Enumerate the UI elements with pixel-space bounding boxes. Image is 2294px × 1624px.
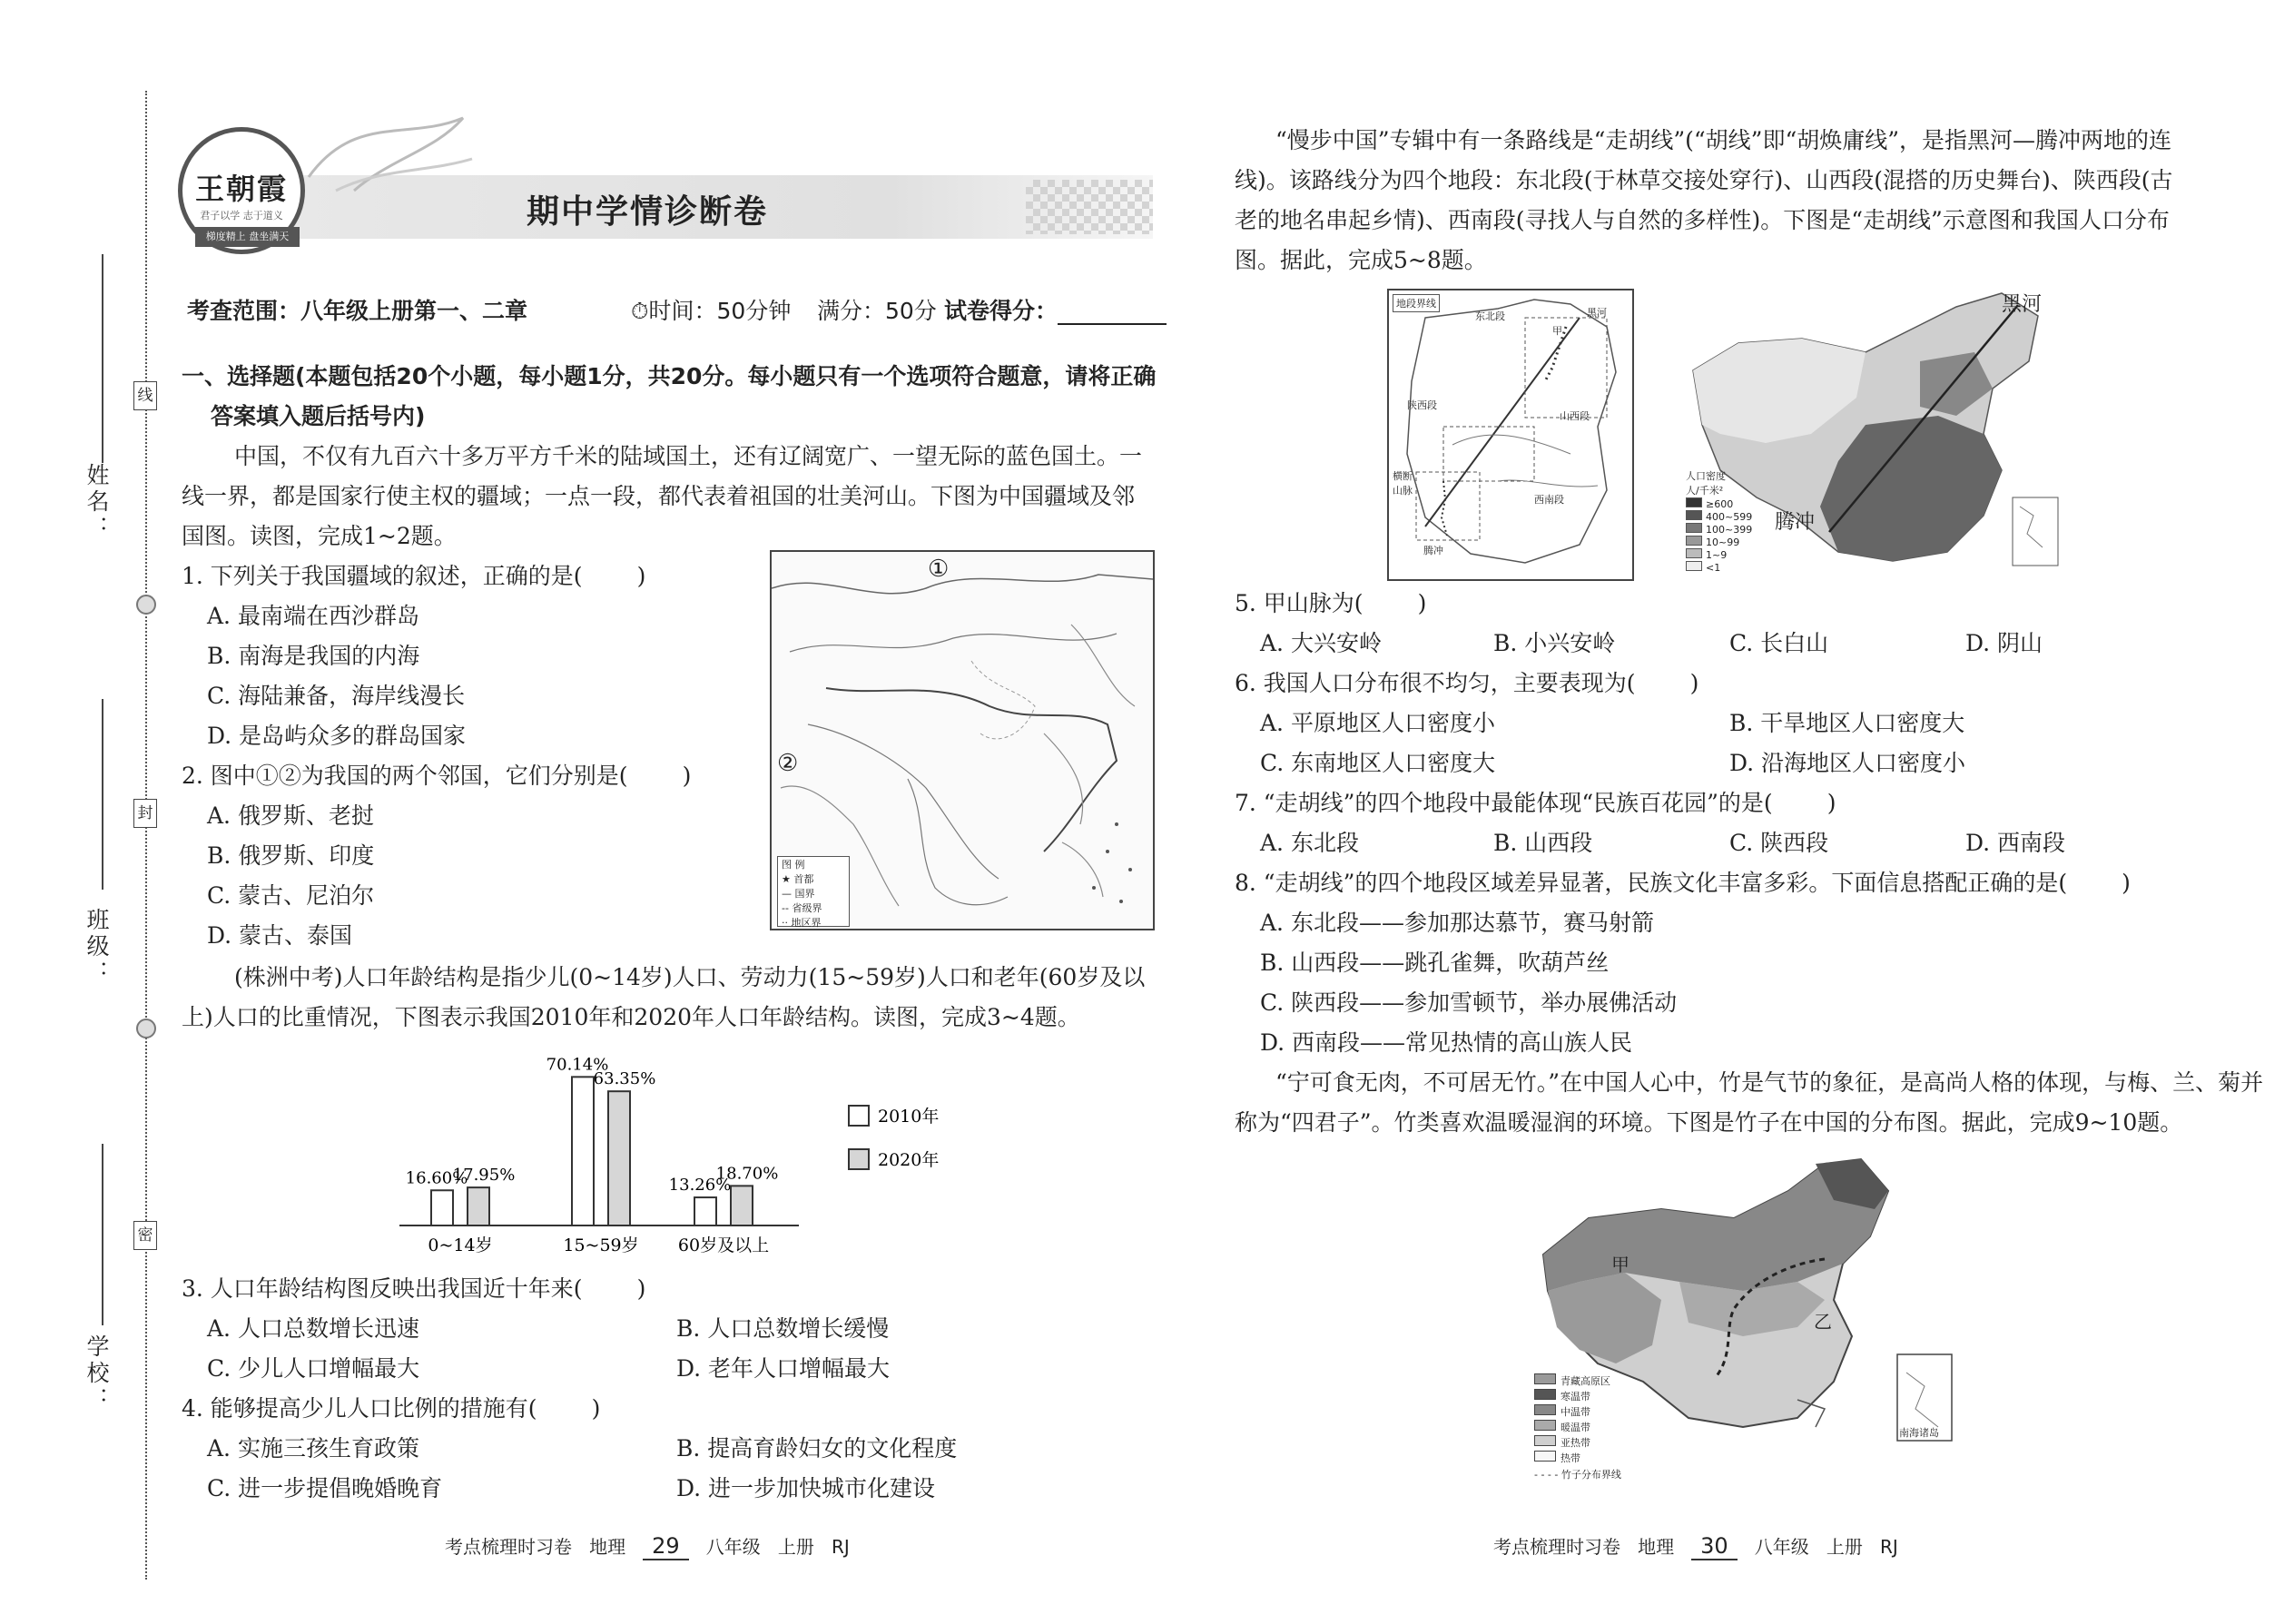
footer-left-term: 上册 — [777, 1536, 814, 1558]
pop-legend-swatch — [1686, 561, 1702, 571]
neighbor-map-legend — [777, 856, 850, 927]
page-number-right: 30 — [1691, 1533, 1738, 1560]
bamboo-map-inset: 南海诸岛 — [1899, 1427, 1939, 1439]
data-label: 17.95% — [452, 1166, 516, 1186]
exam-scope: 考查范围：八年级上册第一、二章 — [187, 298, 528, 324]
pop-legend-swatch — [1686, 548, 1702, 558]
exam-score-field — [944, 298, 1167, 325]
intro-3-4-line2: 上)人口的比重情况，下图表示我国2010年和2020年人口年龄结构。读图，完成3~4题。 — [182, 1004, 1080, 1030]
q2-close: ) — [682, 763, 692, 789]
legend-province — [778, 901, 849, 915]
score-blank[interactable] — [1058, 303, 1167, 325]
q8-option-c: C. 陕西段——参加雪顿节，举办展佛活动 — [1260, 989, 1678, 1016]
q1-option-d: D. 是岛屿众多的群岛国家 — [207, 723, 467, 749]
pop-legend-unit: 人/千米² — [1686, 485, 1724, 497]
legend-region-text: 地区界 — [791, 917, 822, 929]
bamboo-legend-text: 中温带 — [1561, 1406, 1590, 1418]
data-label: 63.35% — [593, 1069, 656, 1089]
legend-capital — [778, 871, 849, 886]
route-legend: 地段界线 — [1393, 294, 1440, 312]
brand-ribbon: 梯度精上 盘坐满天 — [195, 227, 300, 247]
legend-swatch — [849, 1149, 869, 1169]
q3-option-d: D. 老年人口增幅最大 — [676, 1355, 891, 1382]
x-tick-label: 15~59岁 — [563, 1235, 639, 1255]
legend-province-text: 省级界 — [792, 902, 822, 914]
q2-stem-text: 2. 图中①②为我国的两个邻国，它们分别是( — [182, 763, 628, 789]
q6-option-b: B. 干旱地区人口密度大 — [1729, 710, 1965, 736]
legend-swatch — [849, 1106, 869, 1126]
q8-option-a: A. 东北段——参加那达慕节，赛马射箭 — [1260, 910, 1654, 936]
bamboo-legend-swatch — [1534, 1451, 1556, 1462]
neighbor-2-marker: ② — [777, 750, 799, 777]
class-label: 班级： — [84, 908, 110, 987]
route-heihe: 黑河 — [1587, 307, 1607, 319]
bar-2010年-0~14岁 — [431, 1190, 453, 1225]
q3-stem — [182, 1275, 645, 1303]
legend-label: 2020年 — [878, 1150, 940, 1170]
segment-shaanxi: 陕西段 — [1407, 399, 1437, 411]
q5-close: ) — [1417, 590, 1427, 616]
exam-time — [631, 298, 791, 325]
q7-option-d: D. 西南段 — [1965, 830, 2066, 856]
mountain-jia: 甲 — [1552, 325, 1562, 337]
seal-line-box: 线 — [133, 381, 157, 410]
bamboo-legend-text: 暖温带 — [1561, 1422, 1590, 1433]
q5-option-d: D. 阴山 — [1965, 630, 2043, 656]
q5-option-b: B. 小兴安岭 — [1493, 630, 1616, 656]
section-heading-cont: 答案填入题后括号内) — [211, 403, 426, 429]
legend-border — [778, 886, 849, 901]
q7-option-c: C. 陕西段 — [1729, 830, 1829, 856]
bamboo-map-yi: 乙 — [1814, 1311, 1832, 1333]
age-structure-chart — [381, 1044, 980, 1271]
q4-close: ) — [591, 1395, 601, 1422]
segment-shanxi: 山西段 — [1560, 410, 1590, 422]
intro-1-2-line1: 中国，不仅有九百六十多万平方千米的陆域国土，还有辽阔宽广、一望无际的蓝色国土。一 — [234, 443, 1143, 469]
bar-2010年-60岁及以上 — [694, 1197, 716, 1225]
pop-legend-swatch — [1686, 523, 1702, 533]
page-title: 期中学情诊断卷 — [527, 192, 769, 231]
q6-option-a: A. 平原地区人口密度小 — [1260, 710, 1495, 736]
q4-stem — [182, 1395, 600, 1422]
q7-close: ) — [1826, 790, 1836, 816]
footer-left — [445, 1532, 850, 1559]
binding-cut-line — [145, 91, 147, 1580]
pop-legend-text: <1 — [1706, 562, 1721, 574]
q1-option-c: C. 海陆兼备，海岸线漫长 — [207, 683, 466, 709]
q6-stem — [1235, 670, 1698, 697]
q4-stem-text: 4. 能够提高少儿人口比例的措施有( — [182, 1395, 537, 1422]
legend-border-text: 国界 — [794, 888, 815, 900]
q6-close: ) — [1689, 670, 1699, 696]
pop-legend-row — [1686, 523, 1760, 536]
ribbon-decoration — [300, 104, 481, 204]
neighbor-1-marker: ① — [928, 556, 950, 583]
q1-option-a: A. 最南端在西沙群岛 — [207, 603, 419, 629]
q5-stem-text: 5. 甲山脉为( — [1235, 590, 1364, 616]
pop-map-tengchong: 腾冲 — [1775, 511, 1816, 534]
bamboo-map-jia: 甲 — [1611, 1254, 1629, 1275]
bamboo-map-legend — [1534, 1373, 1670, 1481]
bar-2010年-15~59岁 — [572, 1077, 594, 1225]
bamboo-legend-rows — [1534, 1373, 1670, 1465]
data-label: 16.60% — [405, 1168, 468, 1188]
footer-right-series: 考点梳理时习卷 — [1493, 1536, 1620, 1558]
pop-legend-row — [1686, 561, 1760, 574]
dot-icon: ·· — [782, 917, 788, 929]
footer-left-grade: 八年级 — [705, 1536, 761, 1558]
q3-option-c: C. 少儿人口增幅最大 — [207, 1355, 420, 1382]
population-density-map — [1684, 289, 2065, 577]
pop-map-heihe: 黑河 — [2002, 293, 2043, 316]
data-label: 70.14% — [546, 1055, 609, 1075]
pop-legend-swatch — [1686, 510, 1702, 520]
q8-option-d: D. 西南段——常见热情的高山族人民 — [1260, 1029, 1633, 1056]
bamboo-legend-row — [1534, 1389, 1670, 1403]
pop-legend-text: 10~99 — [1706, 536, 1740, 548]
bamboo-legend-row — [1534, 1404, 1670, 1419]
q7-option-b: B. 山西段 — [1493, 830, 1593, 856]
legend-region — [778, 915, 849, 930]
bamboo-legend-swatch — [1534, 1389, 1556, 1400]
q1-option-b: B. 南海是我国的内海 — [207, 643, 420, 669]
pop-legend-rows — [1686, 497, 1760, 574]
footer-left-subject: 地理 — [589, 1536, 626, 1558]
banner-pattern — [1026, 180, 1153, 234]
pop-legend-row — [1686, 497, 1760, 510]
pop-legend-text: 100~399 — [1706, 524, 1753, 536]
intro-1-2-line3: 国图。读图，完成1~2题。 — [182, 523, 457, 549]
intro-5-8-line1: “慢步中国”专辑中有一条路线是“走胡线”(“胡线”即“胡焕庸线”，是指黑河—腾冲两地的连 — [1275, 127, 2172, 153]
binding-hole-icon — [136, 1019, 156, 1038]
bamboo-legend-text: 亚热带 — [1561, 1437, 1590, 1449]
segment-xinan: 西南段 — [1534, 494, 1564, 506]
q5-stem — [1235, 590, 1426, 617]
q1-stem-text: 1. 下列关于我国疆域的叙述，正确的是( — [182, 563, 583, 589]
q8-option-b: B. 山西段——跳孔雀舞，吹葫芦丝 — [1260, 950, 1610, 976]
q1-stem — [182, 563, 645, 590]
dashed-line-icon: - - - - — [1534, 1469, 1559, 1481]
legend-title: 图 例 — [782, 859, 805, 871]
bar-2020年-15~59岁 — [608, 1091, 630, 1225]
q4-option-d: D. 进一步加快城市化建设 — [676, 1475, 936, 1501]
section-heading: 一、选择题(本题包括20个小题，每小题1分，共20分。每小题只有一个选项符合题意，请将正确 — [182, 363, 1157, 389]
intro-5-8-line3: 老的地名串起乡情)、西南段(寻找人与自然的多样性)。下图是“走胡线”示意图和我国人口分布 — [1235, 207, 2170, 233]
route-map-drawing — [1389, 290, 1632, 579]
exam-full-score: 满分：50分 — [817, 298, 937, 324]
data-label: 18.70% — [715, 1164, 779, 1184]
bamboo-legend-text: 青藏高原区 — [1561, 1375, 1610, 1387]
legend-capital-text: 首都 — [793, 873, 814, 885]
pop-legend-title: 人口密度 — [1686, 470, 1726, 482]
exam-time-text: 时间：50分钟 — [648, 298, 792, 324]
q8-stem-text: 8. “走胡线”的四个地段区域差异显著，民族文化丰富多彩。下面信息搭配正确的是( — [1235, 870, 2068, 896]
q2-option-c: C. 蒙古、尼泊尔 — [207, 882, 375, 909]
seal-seal-box: 封 — [133, 799, 157, 828]
bamboo-boundary-text: 竹子分布界线 — [1561, 1469, 1621, 1481]
brand-name: 王朝霞 — [194, 172, 288, 206]
binding-hole-icon — [136, 595, 156, 615]
q4-option-c: C. 进一步提倡晚婚晚育 — [207, 1475, 443, 1501]
intro-3-4-line1: (株洲中考)人口年龄结构是指少儿(0~14岁)人口、劳动力(15~59岁)人口和老年(60岁及以 — [234, 964, 1146, 990]
footer-right-grade: 八年级 — [1754, 1536, 1809, 1558]
q5-option-a: A. 大兴安岭 — [1260, 630, 1382, 656]
pop-legend-row — [1686, 536, 1760, 548]
dash-icon: -- — [782, 902, 789, 914]
intro-1-2-line2: 线一界，都是国家行使主权的疆域；一点一段，都代表着祖国的壮美河山。下图为中国疆域及邻 — [182, 483, 1136, 509]
china-neighbors-map — [770, 550, 1155, 930]
bamboo-legend-row — [1534, 1451, 1670, 1465]
x-tick-label: 60岁及以上 — [677, 1235, 770, 1255]
footer-right-term: 上册 — [1826, 1536, 1863, 1558]
pop-legend-text: ≥600 — [1706, 498, 1734, 510]
q6-stem-text: 6. 我国人口分布很不均匀，主要表现为( — [1235, 670, 1636, 696]
hu-line-route-map — [1387, 289, 1634, 581]
bamboo-boundary-legend — [1534, 1467, 1670, 1481]
pop-legend-swatch — [1686, 536, 1702, 546]
q7-option-a: A. 东北段 — [1260, 830, 1359, 856]
footer-right-edition: RJ — [1879, 1536, 1898, 1558]
pop-legend-text: 400~599 — [1706, 511, 1753, 523]
q8-close: ) — [2122, 870, 2131, 896]
q3-close: ) — [636, 1275, 646, 1302]
data-label: 13.26% — [668, 1176, 732, 1196]
star-icon: ★ — [782, 873, 791, 885]
bamboo-legend-swatch — [1534, 1373, 1556, 1384]
page-number-left: 29 — [643, 1533, 689, 1560]
clock-icon: ⏱ — [631, 298, 649, 324]
q2-option-a: A. 俄罗斯、老挝 — [207, 802, 374, 829]
q4-option-b: B. 提高育龄妇女的文化程度 — [676, 1435, 958, 1462]
q1-close: ) — [636, 563, 646, 589]
x-tick-label: 0~14岁 — [428, 1235, 493, 1255]
intro-9-10-line2: 称为“四君子”。竹类喜欢温暖湿润的环境。下图是竹子在中国的分布图。据此，完成9~10题。 — [1235, 1109, 2183, 1136]
bamboo-distribution-map — [1525, 1146, 1961, 1500]
footer-right-subject: 地理 — [1638, 1536, 1675, 1558]
school-write-line — [102, 1144, 103, 1325]
segment-dongbei: 东北段 — [1475, 310, 1505, 322]
legend-label: 2010年 — [878, 1107, 940, 1127]
q3-option-b: B. 人口总数增长缓慢 — [676, 1315, 890, 1342]
q2-stem — [182, 763, 691, 790]
intro-5-8-line4: 图。据此，完成5~8题。 — [1235, 247, 1487, 273]
q2-option-b: B. 俄罗斯、印度 — [207, 842, 375, 869]
intro-5-8-line2: 线)。该路线分为四个地段：东北段(于林草交接处穿行)、山西段(混搭的历史舞台)、陕西段(古 — [1235, 167, 2173, 193]
q4-option-a: A. 实施三孩生育政策 — [207, 1435, 419, 1462]
q7-stem — [1235, 790, 1836, 817]
bamboo-legend-row — [1534, 1435, 1670, 1450]
bamboo-legend-row — [1534, 1420, 1670, 1434]
route-tengchong: 腾冲 — [1423, 545, 1443, 556]
pop-legend-row — [1686, 510, 1760, 523]
pop-density-legend — [1686, 468, 1760, 574]
q7-stem-text: 7. “走胡线”的四个地段中最能体现“民族百花园”的是( — [1235, 790, 1773, 816]
bamboo-legend-text: 寒温带 — [1561, 1391, 1590, 1403]
brand-subtitle: 君子以学 志于道义 — [200, 210, 283, 221]
q8-stem — [1235, 870, 2131, 897]
q3-stem-text: 3. 人口年龄结构图反映出我国近十年来( — [182, 1275, 583, 1302]
q6-option-d: D. 沿海地区人口密度小 — [1729, 750, 1966, 776]
pop-legend-row — [1686, 548, 1760, 561]
q3-option-a: A. 人口总数增长迅速 — [207, 1315, 419, 1342]
line-icon: — — [782, 888, 792, 900]
name-write-line — [102, 254, 103, 463]
footer-left-series: 考点梳理时习卷 — [445, 1536, 572, 1558]
intro-9-10-line1: “宁可食无肉，不可居无竹。”在中国人心中，竹是气节的象征，是高尚人格的体现，与梅、兰、菊并 — [1275, 1069, 2264, 1096]
pop-legend-swatch — [1686, 497, 1702, 507]
school-label: 学校： — [84, 1334, 110, 1413]
footer-left-edition: RJ — [831, 1536, 850, 1558]
bamboo-legend-swatch — [1534, 1435, 1556, 1446]
pop-legend-text: 1~9 — [1706, 549, 1728, 561]
q5-option-c: C. 长白山 — [1729, 630, 1829, 656]
seal-secret-box: 密 — [133, 1221, 157, 1250]
name-label: 姓名： — [84, 463, 110, 542]
bar-2020年-0~14岁 — [468, 1187, 489, 1225]
bar-2020年-60岁及以上 — [731, 1186, 753, 1225]
class-write-line — [102, 699, 103, 890]
hengduan-mountains: 横断山脉 — [1393, 470, 1413, 497]
bamboo-legend-row — [1534, 1373, 1670, 1388]
bamboo-legend-swatch — [1534, 1420, 1556, 1431]
q6-option-c: C. 东南地区人口密度大 — [1260, 750, 1496, 776]
footer-right — [1493, 1532, 1898, 1559]
bamboo-legend-swatch — [1534, 1404, 1556, 1415]
bamboo-legend-text: 热带 — [1561, 1452, 1580, 1464]
score-label: 试卷得分： — [944, 298, 1058, 324]
q2-option-d: D. 蒙古、泰国 — [207, 922, 353, 949]
